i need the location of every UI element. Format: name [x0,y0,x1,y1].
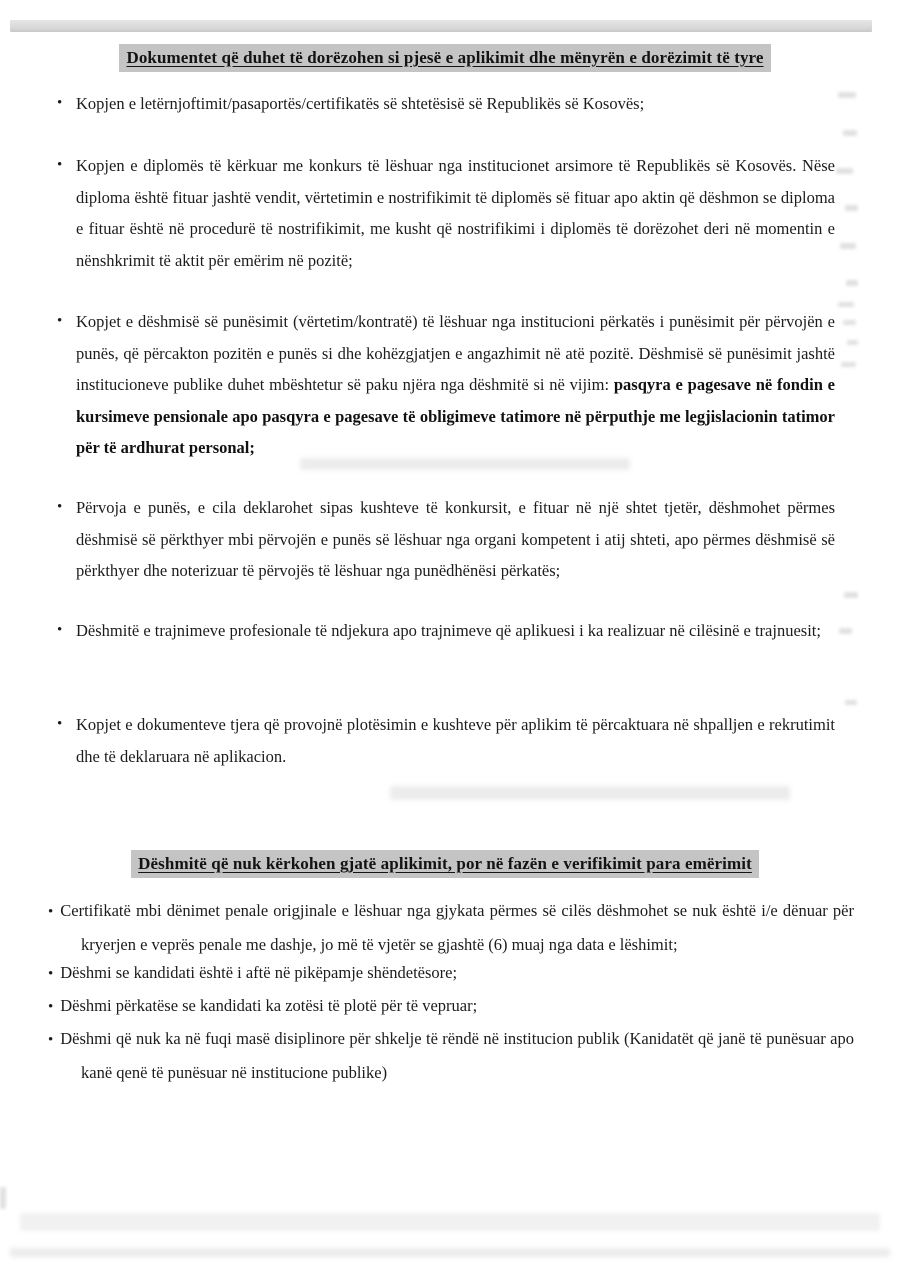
section-1-heading-row [55,44,835,72]
bullet-item [55,615,835,647]
scan-artifact-bottom-bleed [20,1213,880,1231]
bullet-item-text: Kopjet e dëshmisë së punësimit (vërtetim/kontratë) të lëshuar nga institucioni përkatës i punësimit për përvojën e punës, që përcakton pozitën e punës si dhe kohëzgjatjen e angazhimit në atë pozitë. Dëshmisë së punësimit jashtë institucioneve publike duhet mbështetur së paku njëra nga dëshmitë si në vijim: [76,312,835,394]
bullet-item-text: Dëshmi se kandidati është i aftë në pikëpamje shëndetësore; [60,963,458,982]
scan-artifact [838,302,854,307]
bullet-item [55,709,835,772]
bullet-item [48,990,854,1024]
bullet-item [55,306,835,464]
bullet-item [55,492,835,587]
bullet-item [48,1023,854,1088]
scan-artifact-top-band [10,20,872,32]
scan-artifact [847,340,858,345]
bullet-item-bold-text: pasqyra e pagesave në fondin e kursimeve pensionale apo pasqyra e pagesave të obligimeve tatimore në përputhje me legjislacionin tatimor për të ardhurat personal; [76,375,835,457]
scan-artifact [839,628,852,634]
bullet-item [55,150,835,276]
bullet-icon: • [57,499,63,515]
section-2-heading: Dëshmitë që nuk kërkohen gjatë aplikimit, por në fazën e verifikimit para emërimit [131,850,759,878]
bullet-item-text: Dëshmi që nuk ka në fuqi masë disiplinore për shkelje të rëndë në institucion publik (Kanidatët që janë të punësuar apo kanë qenë të punësuar në institucione publike) [60,1029,854,1082]
bullet-item-text: Dëshmitë e trajnimeve profesionale të ndjekura apo trajnimeve që aplikuesi i ka realizuar në cilësinë e trajnuesit; [76,621,821,640]
section-1-heading: Dokumentet që duhet të dorëzohen si pjesë e aplikimit dhe mënyrën e dorëzimit të tyre [119,44,770,72]
bullet-item-text: Përvoja e punës, e cila deklarohet sipas kushteve të konkursit, e fituar në një shtet tjetër, dëshmohet përmes dëshmisë së përkthyer mbi përvojën e punës së lëshuar nga organi kompetent i atij shteti, apo përmes dëshmisë së përkthyer dhe noterizuar të përvojës të lëshuar nga punëdhënësi përkatës; [76,498,835,580]
scan-artifact [840,243,856,249]
bullet-icon: • [48,904,54,920]
bullet-icon: • [57,157,63,173]
scan-artifact-bottom-bleed [10,1248,890,1257]
bullet-item-text: Kopjen e diplomës të kërkuar me konkurs të lëshuar nga institucionet arsimore të Republikës së Kosovës. Nëse diploma është fituar jashtë vendit, vërtetimin e nostrifikimit të diplomës së fituar apo aktin që dëshmon se diploma e fituar është në procedurë të nostrifikimit, me kusht që nostrifikimi i diplomës të dorëzohet deri në momentin e nënshkrimit të aktit për emërim në pozitë; [76,156,835,270]
scan-artifact [841,362,856,367]
scan-artifact [843,320,856,325]
scan-artifact [0,1187,6,1209]
bullet-icon: • [57,95,63,111]
scan-artifact [836,168,853,174]
bullet-icon: • [57,622,63,638]
scan-artifact [845,700,857,705]
bullet-icon: • [57,313,63,329]
bullet-icon: • [57,716,63,732]
scan-artifact [845,205,858,211]
bullet-item [48,895,854,960]
bullet-item-text: Kopjet e dokumenteve tjera që provojnë plotësimin e kushteve për aplikim të përcaktuara në shpalljen e rekrutimit dhe të deklaruara në aplikacion. [76,715,835,766]
section-2-heading-row [55,850,835,878]
scan-artifact [838,92,856,98]
bullet-item-text: Dëshmi përkatëse se kandidati ka zotësi të plotë për të vepruar; [60,996,478,1015]
bullet-item-text: Certifikatë mbi dënimet penale origjinale e lëshuar nga gjykata përmes së cilës dëshmohet se nuk është i/e dënuar për kryerjen e veprës penale me dashje, jo më të vjetër se gjashtë (6) muaj nga data e lëshimit; [60,901,854,954]
bullet-icon: • [48,966,54,982]
bullet-item-text: Kopjen e letërnjoftimit/pasaportës/certifikatës së shtetësisë së Republikës së Kosovës; [76,94,645,113]
scan-artifact [843,130,857,136]
bullet-icon: • [48,999,54,1015]
bullet-item [55,88,835,120]
scan-artifact [846,280,858,286]
scan-artifact [844,592,858,598]
scan-artifact-ghost-line [390,786,790,800]
bullet-icon: • [48,1032,54,1048]
bullet-item [48,957,854,991]
